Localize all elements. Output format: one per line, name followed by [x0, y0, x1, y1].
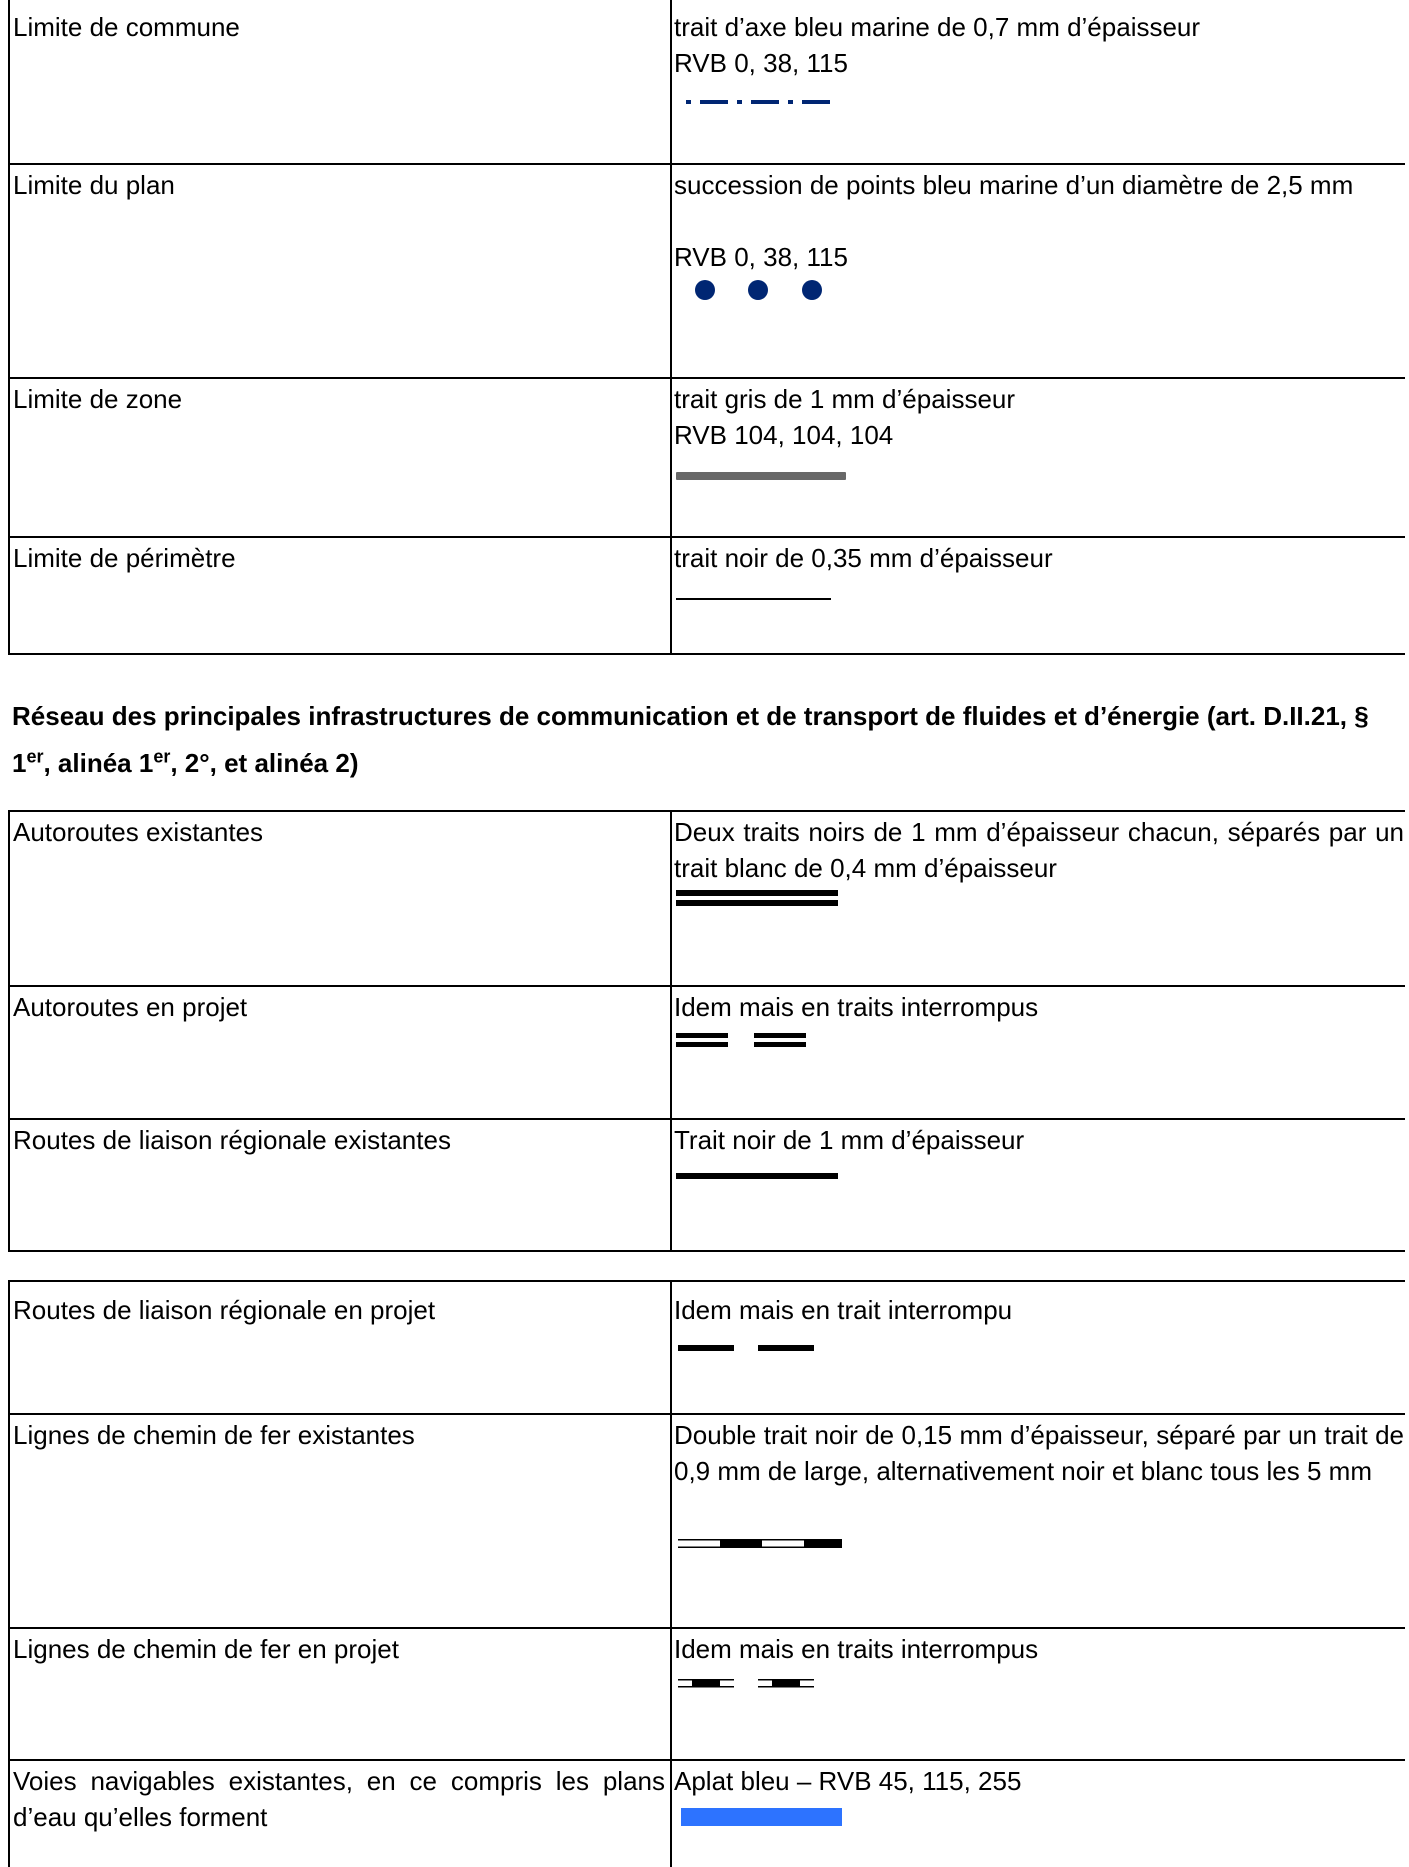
- row-divider: [8, 1413, 1405, 1415]
- row-color-code: RVB 0, 38, 115: [674, 48, 848, 78]
- row-divider: [8, 985, 1405, 987]
- row-label: Limite de zone: [13, 384, 183, 414]
- row-label: Autoroutes existantes: [13, 817, 264, 847]
- row-label: Routes de liaison régionale existantes: [13, 1125, 451, 1155]
- row-description: succession de points bleu marine d’un diamètre de 2,5 mm: [674, 170, 1354, 200]
- double-black-line-icon: [676, 890, 841, 910]
- row-label: Limite de périmètre: [13, 543, 236, 573]
- row-divider: [8, 1118, 1405, 1120]
- row-description: trait d’axe bleu marine de 0,7 mm d’épaisseur: [674, 12, 1201, 42]
- row-label: Voies navigables existantes, en ce compris les plans d’eau qu’elles forment: [13, 1766, 665, 1832]
- row-label: Limite de commune: [13, 12, 240, 42]
- row-description: Idem mais en traits interrompus: [674, 1634, 1039, 1664]
- row-label: Routes de liaison régionale en projet: [13, 1295, 436, 1325]
- table2-top-border: [8, 1280, 1405, 1282]
- row-label: Autoroutes en projet: [13, 992, 248, 1022]
- table1-left-border: [8, 811, 10, 1251]
- table1-column-divider: [670, 811, 672, 1251]
- navy-dash-dot-line-icon: [680, 96, 850, 108]
- row-description: Idem mais en trait interrompu: [674, 1295, 1013, 1325]
- row-divider: [8, 1627, 1405, 1629]
- row-divider: [8, 163, 1405, 165]
- dashed-double-line-icon: [676, 1033, 816, 1049]
- row-divider: [8, 536, 1405, 538]
- dashed-railway-line-icon: [678, 1678, 818, 1690]
- row-description: trait gris de 1 mm d’épaisseur: [674, 384, 1016, 414]
- table1-column-divider: [670, 0, 672, 654]
- row-divider: [8, 810, 1405, 812]
- row-divider: [8, 1759, 1405, 1761]
- row-divider: [8, 377, 1405, 379]
- section-heading: Réseau des principales infrastructures de communication et de transport de fluides et d’énergie (art. D.II.21, § 1er, alinéa 1er, 2°, et alinéa 2): [12, 701, 1369, 778]
- row-label: Lignes de chemin de fer existantes: [13, 1420, 415, 1450]
- row-color-code: RVB 0, 38, 115: [674, 242, 848, 272]
- blue-fill-swatch-icon: [681, 1808, 842, 1826]
- row-description: trait noir de 0,35 mm d’épaisseur: [674, 543, 1053, 573]
- row-description: Double trait noir de 0,15 mm d’épaisseur, séparé par un trait de 0,9 mm de large, alternativement noir et blanc tous les 5 mm: [674, 1420, 1404, 1486]
- railway-line-icon: [678, 1538, 844, 1550]
- row-divider: [8, 1250, 1405, 1252]
- row-label: Limite du plan: [13, 170, 175, 200]
- grey-thick-line-icon: [676, 472, 846, 480]
- table1-left-border: [8, 0, 10, 164]
- row-label: Lignes de chemin de fer en projet: [13, 1634, 399, 1664]
- table2-left-border: [8, 1280, 10, 1867]
- row-divider: [8, 653, 1405, 655]
- row-description: Deux traits noirs de 1 mm d’épaisseur chacun, séparés par un trait blanc de 0,4 mm d’épaisseur: [674, 817, 1404, 883]
- black-thin-line-icon: [676, 598, 831, 600]
- row-description: Trait noir de 1 mm d’épaisseur: [674, 1125, 1025, 1155]
- row-description: Idem mais en traits interrompus: [674, 992, 1039, 1022]
- table2-column-divider: [670, 1280, 672, 1867]
- row-color-code: RVB 104, 104, 104: [674, 420, 894, 450]
- row-description: Aplat bleu – RVB 45, 115, 255: [674, 1766, 1022, 1796]
- navy-dot-row-icon: [690, 278, 830, 302]
- table1-left-border: [8, 163, 10, 654]
- black-thick-line-icon: [676, 1173, 838, 1179]
- dashed-black-line-icon: [678, 1345, 818, 1353]
